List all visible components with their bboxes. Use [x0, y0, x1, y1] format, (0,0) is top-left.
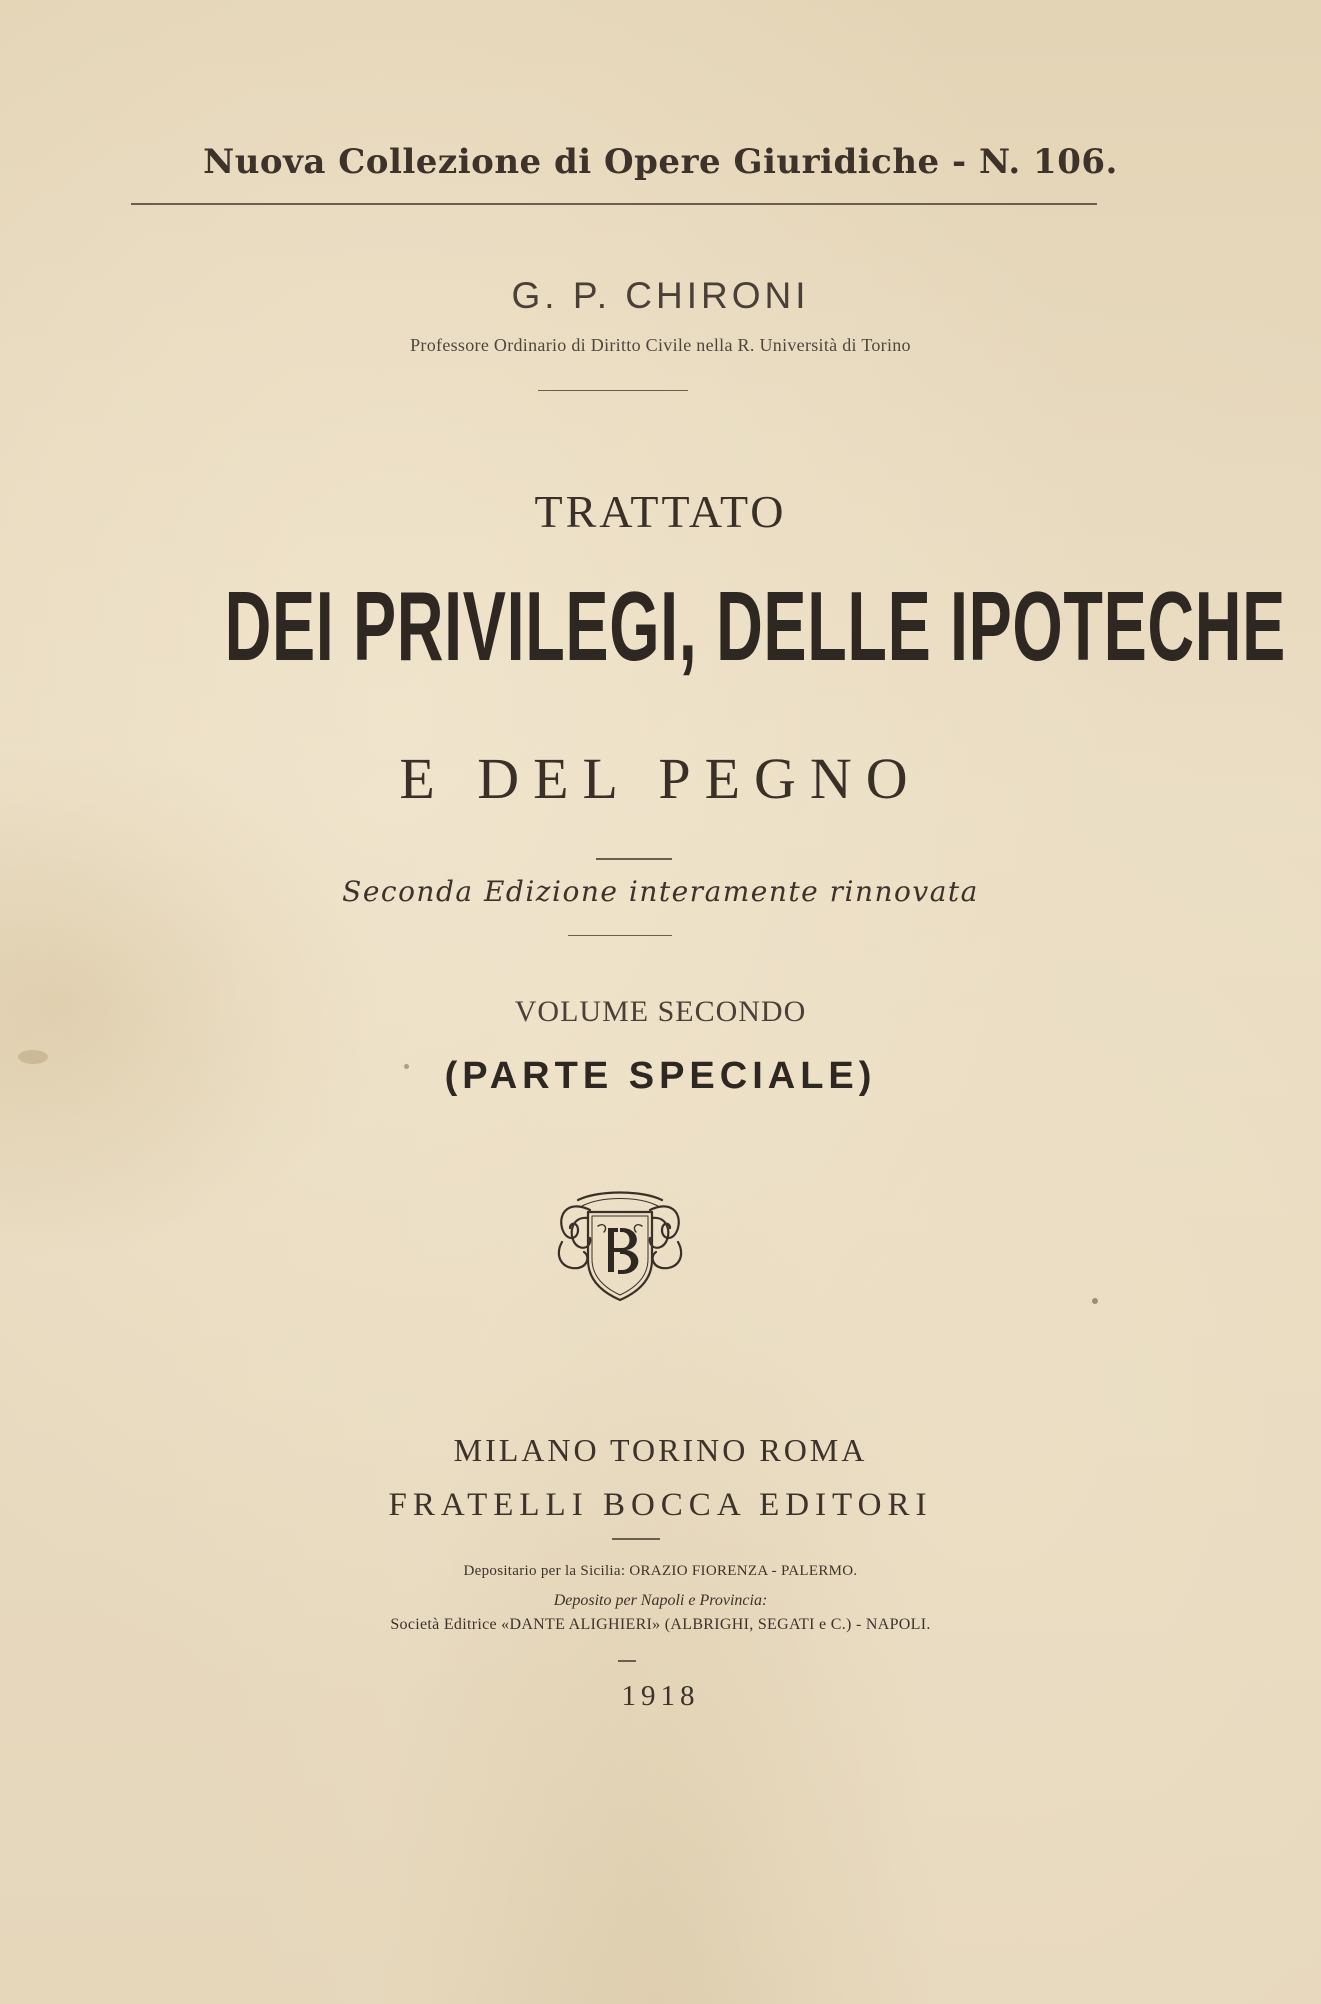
part-label: (PARTE SPECIALE)	[444, 1055, 877, 1097]
edition-bottom-rule	[568, 935, 672, 936]
publisher-emblem-icon	[548, 1182, 692, 1306]
publication-year: 1918	[621, 1680, 700, 1712]
author-affiliation: Professore Ordinario di Diritto Civile nella R. Università di Torino	[410, 335, 911, 355]
publisher-name: FRATELLI BOCCA EDITORI	[388, 1487, 933, 1523]
series-line: Nuova Collezione di Opere Giuridiche - N. 106.	[203, 142, 1118, 182]
year-rule	[618, 1660, 636, 1662]
series-rule	[131, 203, 1097, 205]
main-title: DEI PRIVILEGI, DELLE IPOTECHE	[224, 571, 1286, 681]
deposit-naples-label: Deposito per Napoli e Provincia:	[553, 1592, 768, 1609]
subtitle: E DEL PEGNO	[399, 746, 922, 811]
depositary-sicily: Depositario per la Sicilia: ORAZIO FIORENZA - PALERMO.	[463, 1563, 858, 1579]
naples-company: Società Editrice «DANTE ALIGHIERI» (ALBRIGHI, SEGATI e C.) - NAPOLI.	[390, 1616, 931, 1633]
edition-top-rule	[596, 858, 672, 860]
volume-label: VOLUME SECONDO	[514, 995, 807, 1028]
edition-note: Seconda Edizione interamente rinnovata	[342, 875, 979, 908]
title-kicker: TRATTATO	[534, 486, 787, 537]
author-name: G. P. CHIRONI	[511, 275, 810, 316]
imprint-cities: MILANO TORINO ROMA	[453, 1432, 868, 1468]
paper-stain	[1092, 1298, 1098, 1304]
author-rule	[538, 390, 688, 391]
publisher-rule	[612, 1538, 660, 1540]
